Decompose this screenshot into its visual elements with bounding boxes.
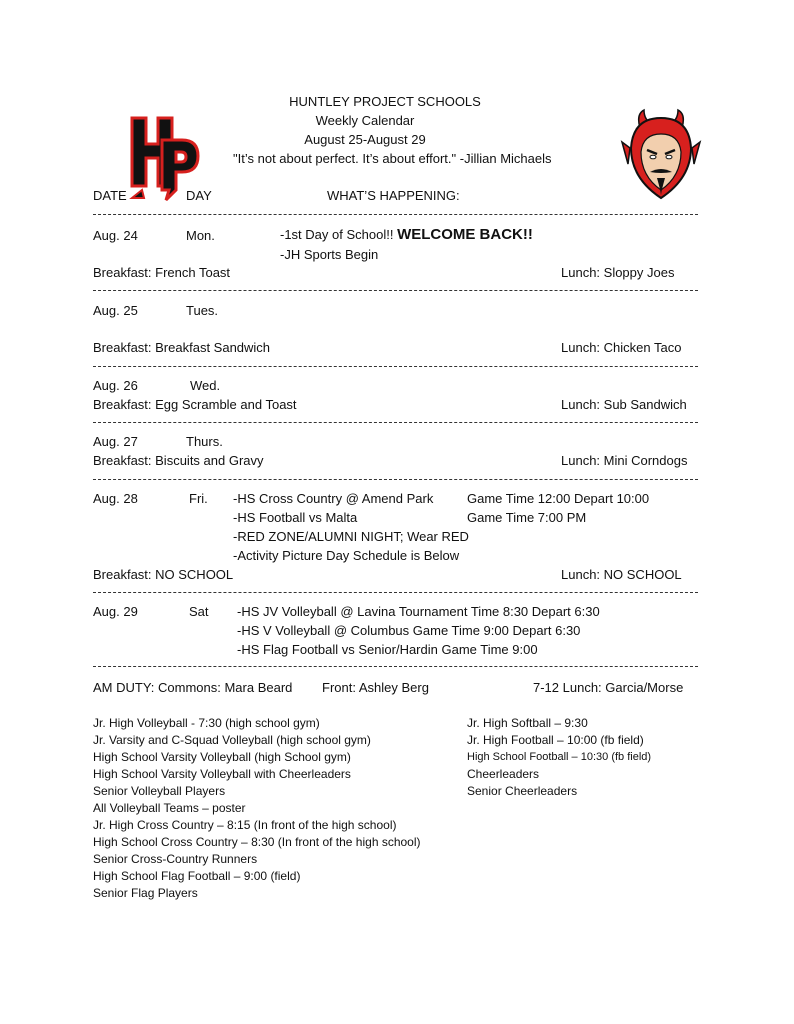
list-item: High School Cross Country – 8:30 (In front of the high school) (93, 835, 421, 849)
day-cell: Wed. (190, 378, 221, 393)
list-item: Senior Cross-Country Runners (93, 852, 258, 866)
event-line: -HS V Volleyball @ Columbus Game Time 9:00 Depart 6:30 (237, 623, 581, 638)
list-item: All Volleyball Teams – poster (93, 801, 246, 815)
day-cell: Mon. (186, 228, 215, 243)
divider (93, 422, 698, 423)
list-item: Senior Flag Players (93, 886, 198, 900)
breakfast-menu: Breakfast: French Toast (93, 265, 231, 280)
lunch-duty: 7-12 Lunch: Garcia/Morse (533, 680, 684, 695)
date-cell: Aug. 27 (93, 434, 138, 449)
list-item: Jr. High Volleyball - 7:30 (high school gym) (93, 716, 320, 730)
lunch-menu: Lunch: Sloppy Joes (561, 265, 675, 280)
date-cell: Aug. 26 (93, 378, 138, 393)
lunch-menu: Lunch: Sub Sandwich (561, 397, 687, 412)
am-duty: AM DUTY: Commons: Mara Beard (93, 680, 293, 695)
school-name: HUNTLEY PROJECT SCHOOLS (289, 94, 481, 109)
event-line: -HS JV Volleyball @ Lavina Tournament Time 8:30 Depart 6:30 (237, 604, 600, 619)
day-cell: Fri. (189, 491, 208, 506)
list-item: Cheerleaders (467, 767, 540, 781)
calendar-dates: August 25-August 29 (304, 132, 426, 147)
list-item: High School Flag Football – 9:00 (field) (93, 869, 301, 883)
divider (93, 479, 698, 480)
list-item: High School Football – 10:30 (fb field) (467, 751, 652, 763)
list-item: Jr. High Softball – 9:30 (467, 716, 588, 730)
lunch-menu: Lunch: Chicken Taco (561, 340, 682, 355)
date-cell: Aug. 29 (93, 604, 138, 619)
divider (93, 592, 698, 593)
column-day: DAY (186, 188, 212, 203)
list-item: High School Varsity Volleyball (high School gym) (93, 750, 351, 764)
divider (93, 290, 698, 291)
column-events: WHAT’S HAPPENING: (327, 188, 460, 203)
event-text: -1st Day of School!! (280, 227, 398, 242)
day-cell: Tues. (186, 303, 219, 318)
list-item: Jr. High Football – 10:00 (fb field) (467, 733, 644, 747)
list-item: High School Varsity Volleyball with Cheerleaders (93, 767, 351, 781)
event-line: -RED ZONE/ALUMNI NIGHT; Wear RED (233, 529, 469, 544)
welcome-back-text: WELCOME BACK!! (397, 226, 533, 243)
lunch-menu: Lunch: NO SCHOOL (561, 567, 682, 582)
event-time: Game Time 7:00 PM (467, 510, 587, 525)
divider (93, 214, 698, 215)
list-item: Senior Volleyball Players (93, 784, 226, 798)
date-cell: Aug. 25 (93, 303, 138, 318)
front-duty: Front: Ashley Berg (322, 680, 429, 695)
breakfast-menu: Breakfast: Breakfast Sandwich (93, 340, 271, 355)
date-cell: Aug. 28 (93, 491, 138, 506)
divider (93, 366, 698, 367)
event-line: -HS Football vs Malta (233, 510, 358, 525)
event-time: Game Time 12:00 Depart 10:00 (467, 491, 650, 506)
event-line (280, 226, 533, 243)
event-line: -JH Sports Begin (280, 247, 379, 262)
date-cell: Aug. 24 (93, 228, 138, 243)
breakfast-menu: Breakfast: Biscuits and Gravy (93, 453, 264, 468)
list-item: Jr. Varsity and C-Squad Volleyball (high school gym) (93, 733, 371, 747)
lunch-menu: Lunch: Mini Corndogs (561, 453, 688, 468)
breakfast-menu: Breakfast: NO SCHOOL (93, 567, 234, 582)
list-item: Senior Cheerleaders (467, 784, 578, 798)
divider (93, 666, 698, 667)
event-line: -HS Flag Football vs Senior/Hardin Game Time 9:00 (237, 642, 538, 657)
event-line: -Activity Picture Day Schedule is Below (233, 548, 460, 563)
day-cell: Sat (189, 604, 209, 619)
red-devil-mascot-icon (620, 108, 702, 200)
list-item: Jr. High Cross Country – 8:15 (In front of the high school) (93, 818, 397, 832)
quote: "It’s not about perfect. It’s about effort." -Jillian Michaels (233, 151, 552, 166)
day-cell: Thurs. (186, 434, 223, 449)
calendar-title: Weekly Calendar (315, 113, 415, 128)
event-line: -HS Cross Country @ Amend Park (233, 491, 434, 506)
column-date: DATE (93, 188, 127, 203)
breakfast-menu: Breakfast: Egg Scramble and Toast (93, 397, 297, 412)
